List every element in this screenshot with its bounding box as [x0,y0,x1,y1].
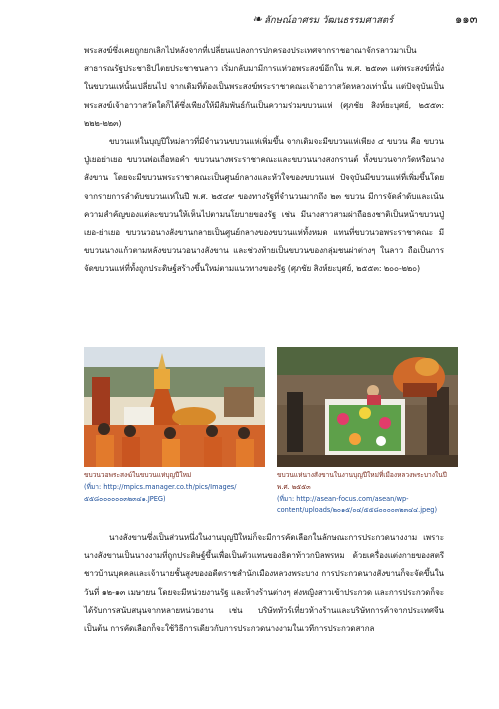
caption-left [84,470,268,505]
ornament-icon: ❧ [252,12,263,26]
page-number: ๑๑๓ [455,12,478,26]
caption-source: (ที่มา: http://asean-focus.com/asean/wp-content/uploads/๒๐๑๕/๐๔/๕๕๘๐๐๐๐๓๒๓๔๔.jpeg) [277,494,438,515]
caption-source: (ที่มา: http://mpics.manager.co.th/pics/Images/๕๕๘๐๐๐๐๐๐๓๒๓๔๑.JPEG) [84,482,237,503]
body-text-top [84,41,444,278]
photo-sangkhan-procession-image [277,347,458,467]
body-text-bottom [84,528,444,637]
paragraph: ขบวนแห่ในบุญปีใหม่ลาวที่มีจำนวนขบวนแห่เพิ่มขึ้น จากเดิมจะมีขบวนแห่เพียง ๔ ขบวน คือ ขบวนปู่เยอย่าเยอ ขบวนพ่อเถื่อหอคำ ขบวนนางพระราชาคณะและขบวนนางสงกรานต์ ทั้งขบวนจากวัดหรือนางสังขาน โดยจะมีขบวนพระราชาคณะเป็นศูนย์กลางและหัวใจของขบวนแห่ ปัจจุบันมีขบวนแห่ที่เพิ่มขึ้นโดยจากรายการลำดับขบวนแห่ในปี พ.ศ. ๒๕๔๙ ของทางรัฐที่จำนวนมากถึง ๒๓ ขบวน มีการจัดลำดับและเน้นความสำคัญของแต่ละขบวนให้เห็นไปตามนโยบายของรัฐ เช่น มีนางสาวสามผ่าถือธงชาติเป็นหน้าขบวนปู่เยอ-ย่าเยอ ขบวนวอนางสังขานกลายเป็นศูนย์กลางของขบวนแห่ทั้งหมด แทนที่ขบวนวอพระราชาคณะ มีขบวนนางแก้วตามหลังขบวนวอนางสังขาน และช่วงท้ายเป็นขบวนของกลุ่มชนผ่าต่างๆ ในลาว ถือเป็นการจัดขบวนแห่ที่ทั้งถูกประดิษฐ์สร้างขึ้นใหม่ตามแนวทางของรัฐ (ศุภชัย สิงห์ยะบุศย์, ๒๕๕๓: ๒๐๐-๒๒๐) [84,136,444,274]
paragraph: พระสงฆ์ซึ่งเคยถูกยกเลิกไปหลังจากที่เปลี่ยนแปลงการปกครองประเทศจากราชอาณาจักรลาวมาเป็นสาธารณรัฐประชาธิปไตยประชาชนลาว เริ่มกลับมามีการแห่วอพระสงฆ์อีกใน พ.ศ. ๒๕๓๓ แต่พระสงฆ์ที่นั่งในขบวนแห่นั้นเปลี่ยนไป จากเดิมที่ต้องเป็นพระสงฆ์พระราชาคณะเจ้าอาวาสวัดหลวงเท่านั้น แต่ปัจจุบันเป็นพระสงฆ์เจ้าอาวาสวัดใดก็ได้ซึ่งเพียงให้มีสัมพันธ์กันเป็นความร่วมขบวนแห่ (ศุภชัย สิงห์ยะบุศย์, ๒๕๕๓: ๒๒๒-๒๒๓) [84,45,444,128]
header-title-text: ลักษณ์อาศรม วัฒนธรรมศาสตร์ [264,15,394,26]
photo-sangkhan-procession [277,347,458,467]
paragraph: นางสังขานซึ่งเป็นส่วนหนึ่งในงานบุญปีใหม่ก็จะมีการคัดเลือกในลักษณะการประกวดนางงาม เพราะนางสังขานเป็นนางงามที่ถูกประดิษฐ์ขึ้นเพื่อเป็นตัวแทนของธิดาท้าวกบิลพรหม ด้วยเครื่องแต่งกายของสตรีชาวบ้านบุคคลและเจ้านายชั้นสูงของอดีตราชสำนักเมืองหลวงพระบาง การประกวดนางสังขานก็จะจัดขึ้นในวันที่ ๑๒-๑๓ เมษายน โดยจะมีหน่วยงานรัฐ และห้างร้านต่างๆ ส่งหญิงสาวเข้าประกวด และการประกวดก็จะได้รับการสนับสนุนจากหลายหน่วยงาน เช่น บริษัททัวร์เที่ยวห้างร้านและบริษัทการค้าจากประเทศจีน เป็นต้น การคัดเลือกก็จะใช้วิธีการเดียวกับการประกวดนางงามในเวทีการประกวดสากล [84,532,444,634]
photo-monk-procession [84,347,265,467]
running-header-title [252,12,452,28]
caption-title: ขบวนแห่นางสังขานในงานบุญปีใหม่ที่เมืองหลวงพระบางในปี พ.ศ. ๒๕๕๓ [277,471,447,491]
page-header [0,8,499,34]
caption-right [277,470,461,517]
caption-title: ขบวนวอพระสงฆ์ในขบวนแห่บุญปีใหม่ [84,471,192,479]
photo-monk-procession-image [84,347,265,467]
